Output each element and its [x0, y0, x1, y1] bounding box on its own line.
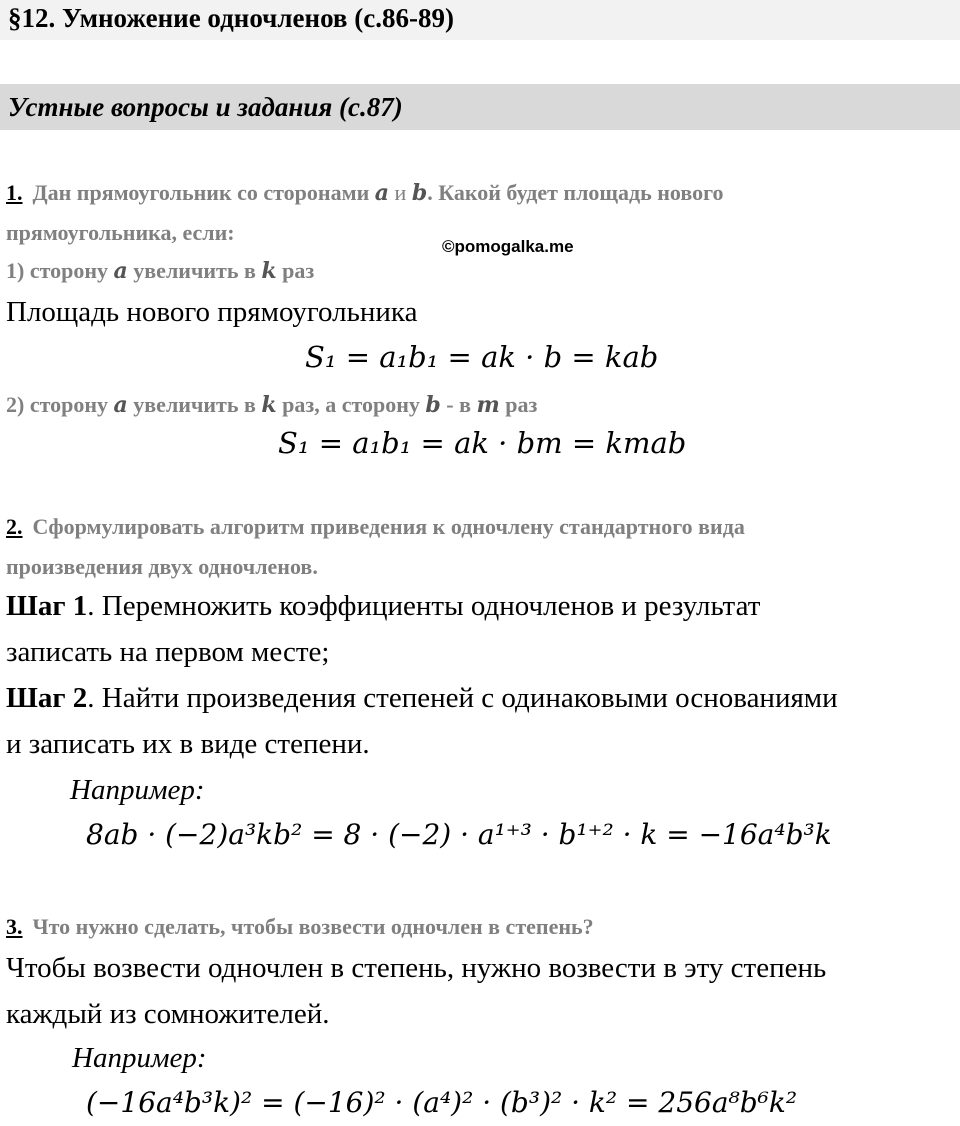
case1-prefix: 1) сторону	[6, 258, 109, 283]
question-3-number: 3.	[6, 914, 23, 939]
step-1-line2: записать на первом месте;	[6, 636, 330, 668]
section-subtitle: Устные вопросы и задания (с.87)	[0, 84, 960, 130]
case1-var-a: a	[113, 258, 128, 284]
step-2-label: Шаг 2	[6, 682, 88, 714]
case2-var-k: k	[261, 392, 277, 418]
q1-var-a: a	[374, 180, 390, 206]
step-2-line2: и записать их в виде степени.	[6, 728, 370, 760]
question-1-number: 1.	[6, 180, 23, 205]
formula-1: S₁ = a₁b₁ = ak · b = kab	[305, 340, 659, 374]
page-title: §12. Умножение одночленов (с.86-89)	[0, 0, 960, 40]
step-1-label: Шаг 1	[6, 590, 88, 622]
case2-suffix: раз	[505, 392, 538, 417]
case2-var-b: b	[425, 392, 441, 418]
answer-1-text: Площадь нового прямоугольника	[6, 296, 418, 328]
case1-suffix: раз	[282, 258, 315, 283]
case2-var-a: a	[113, 392, 128, 418]
question-2-line2: произведения двух одночленов.	[6, 554, 318, 579]
example-formula-2: (−16a⁴b³k)² = (−16)² · (a⁴)² · (b³)² · k² = 256a⁸b⁶k²	[86, 1086, 798, 1119]
formula-2: S₁ = a₁b₁ = ak · bm = kmab	[278, 426, 687, 460]
answer-3-line2: каждый из сомножителей.	[6, 998, 330, 1030]
question-2-line1	[6, 514, 745, 540]
case1-var-k: k	[261, 258, 277, 284]
q3-text: Что нужно сделать, чтобы возвести одночлен в степень?	[32, 914, 594, 939]
example-formula-1: 8ab · (−2)a³kb² = 8 · (−2) · a¹⁺³ · b¹⁺² · k = −16a⁴b³k	[86, 818, 832, 851]
q2-text-line1: Сформулировать алгоритм приведения к одночлену стандартного вида	[32, 514, 745, 539]
case2-mid3: - в	[446, 392, 472, 417]
question-1-line1	[6, 180, 724, 206]
q1-text-part2: . Какой будет площадь нового	[427, 180, 724, 205]
q1-and: и	[394, 180, 407, 205]
question-2-number: 2.	[6, 514, 23, 539]
q1-var-b: b	[411, 180, 428, 206]
step-1	[6, 590, 760, 623]
step-1-text: . Перемножить коэффициенты одночленов и результат	[87, 590, 761, 622]
step-2	[6, 682, 838, 715]
case2-mid2: раз, а сторону	[282, 392, 420, 417]
case1-mid: увеличить в	[133, 258, 256, 283]
question-1-line2: прямоугольника, если:	[6, 220, 235, 245]
case2-prefix: 2) сторону	[6, 392, 109, 417]
example-label-1: Например:	[70, 774, 205, 806]
question-3	[6, 914, 594, 940]
answer-3-line1: Чтобы возвести одночлен в степень, нужно возвести в эту степень	[6, 952, 827, 984]
case2-var-m: m	[476, 392, 500, 418]
question-1-case-1	[6, 258, 314, 284]
watermark: ©pomogalka.me	[442, 237, 574, 256]
question-1-case-2	[6, 392, 537, 418]
example-label-2: Например:	[72, 1042, 207, 1074]
case2-mid: увеличить в	[133, 392, 256, 417]
q1-text-part1: Дан прямоугольник со сторонами	[32, 180, 370, 205]
step-2-text: . Найти произведения степеней с одинаковыми основаниями	[87, 682, 838, 714]
